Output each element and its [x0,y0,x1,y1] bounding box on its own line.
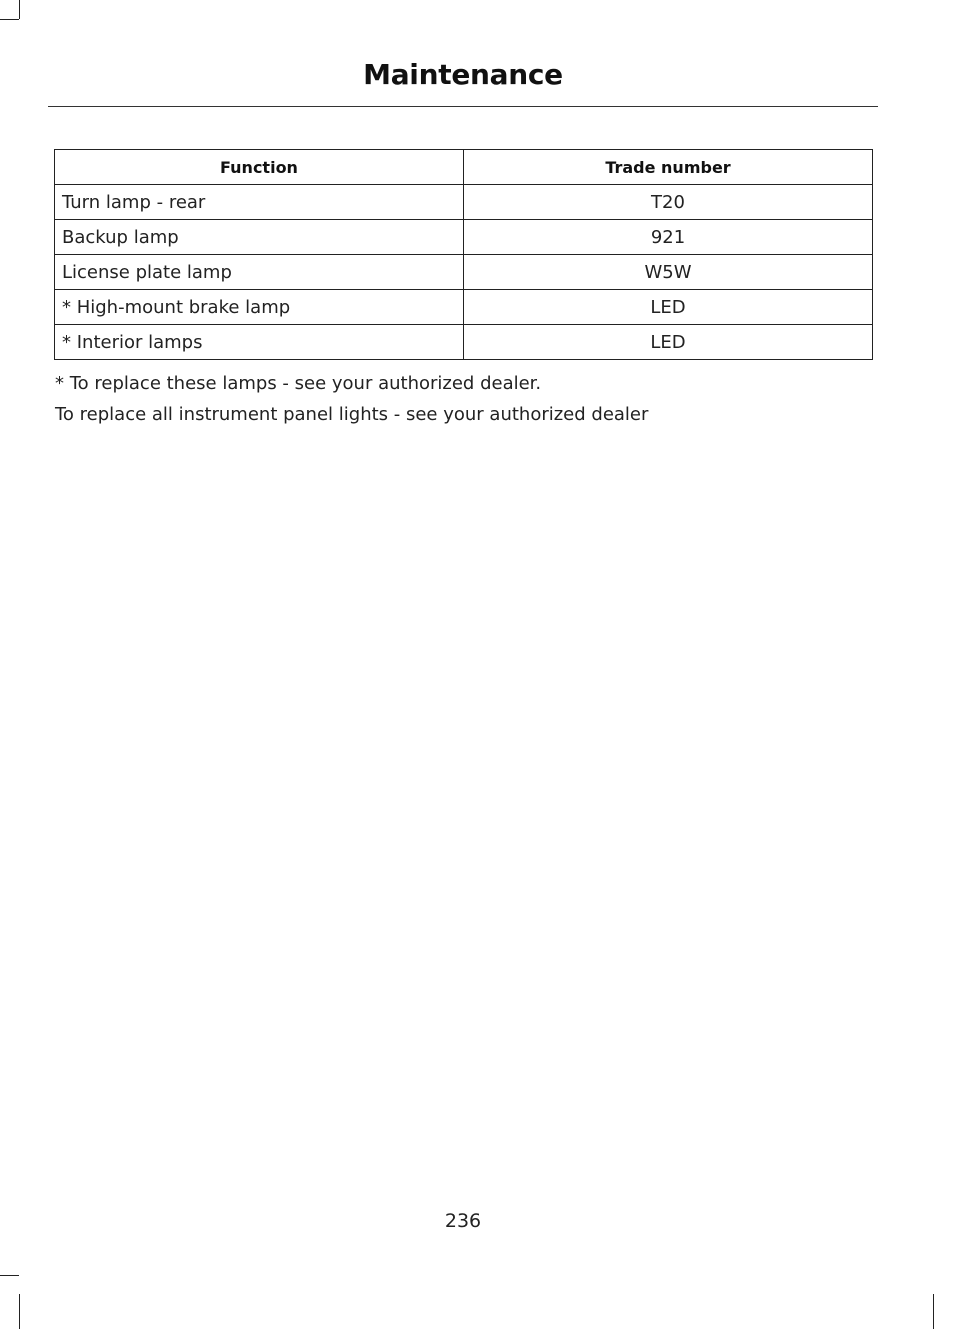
table-row [55,220,873,255]
crop-mark [19,0,20,19]
crop-mark [19,1294,20,1329]
table-header-row [55,150,873,185]
title-divider [48,106,878,107]
instrument-panel-note: To replace all instrument panel lights - see your authorized dealer [55,404,649,425]
cell-trade-number: W5W [464,255,873,290]
bulb-specification-table [54,149,873,360]
column-header-function: Function [55,150,464,185]
crop-mark [0,19,19,20]
table-row [55,255,873,290]
table-row [55,185,873,220]
cell-function: Backup lamp [55,220,464,255]
crop-mark [933,1294,934,1329]
cell-function: License plate lamp [55,255,464,290]
cell-function: * Interior lamps [55,325,464,360]
cell-trade-number: LED [464,325,873,360]
cell-function: Turn lamp - rear [55,185,464,220]
dealer-note: * To replace these lamps - see your authorized dealer. [55,373,542,394]
page-title: Maintenance [363,58,563,91]
cell-function: * High-mount brake lamp [55,290,464,325]
cell-trade-number: T20 [464,185,873,220]
column-header-trade-number: Trade number [464,150,873,185]
crop-mark [0,1275,19,1276]
page-number: 236 [444,1210,482,1232]
table-row [55,290,873,325]
table-row [55,325,873,360]
cell-trade-number: LED [464,290,873,325]
cell-trade-number: 921 [464,220,873,255]
